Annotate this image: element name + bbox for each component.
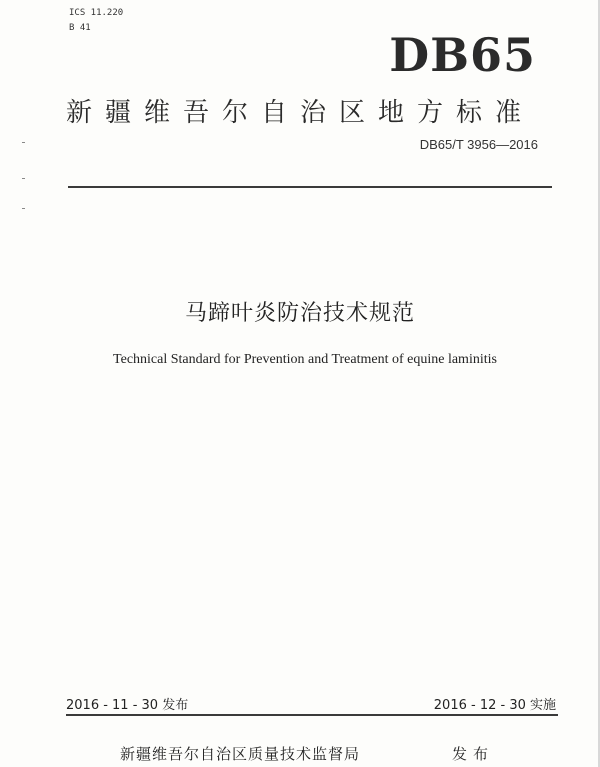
ccs-code: B 41 — [69, 23, 91, 33]
implementation-date: 2016 - 12 - 30 实施 — [433, 698, 556, 713]
header-divider — [68, 186, 552, 188]
standard-number: DB65/T 3956—2016 — [419, 137, 538, 152]
document-title-chinese: 马蹄叶炎防治技术规范 — [184, 301, 415, 326]
scan-mark — [22, 142, 25, 143]
classification-codes — [69, 6, 123, 36]
issue-action: 发布 — [452, 745, 495, 763]
issuing-authority: 新疆维吾尔自治区质量技术监督局 — [120, 745, 361, 763]
footer-divider — [66, 714, 558, 716]
scan-mark — [22, 208, 25, 209]
ics-code: ICS 11.220 — [69, 8, 124, 18]
issue-date: 2016 - 11 - 30 发布 — [66, 698, 189, 713]
standard-logo: DB65 — [389, 28, 536, 82]
standard-type-heading: 新疆维吾尔自治区地方标准 — [66, 98, 535, 128]
document-title-english: Technical Standard for Prevention and Treatment of equine laminitis — [113, 352, 497, 367]
scan-mark — [22, 178, 25, 179]
